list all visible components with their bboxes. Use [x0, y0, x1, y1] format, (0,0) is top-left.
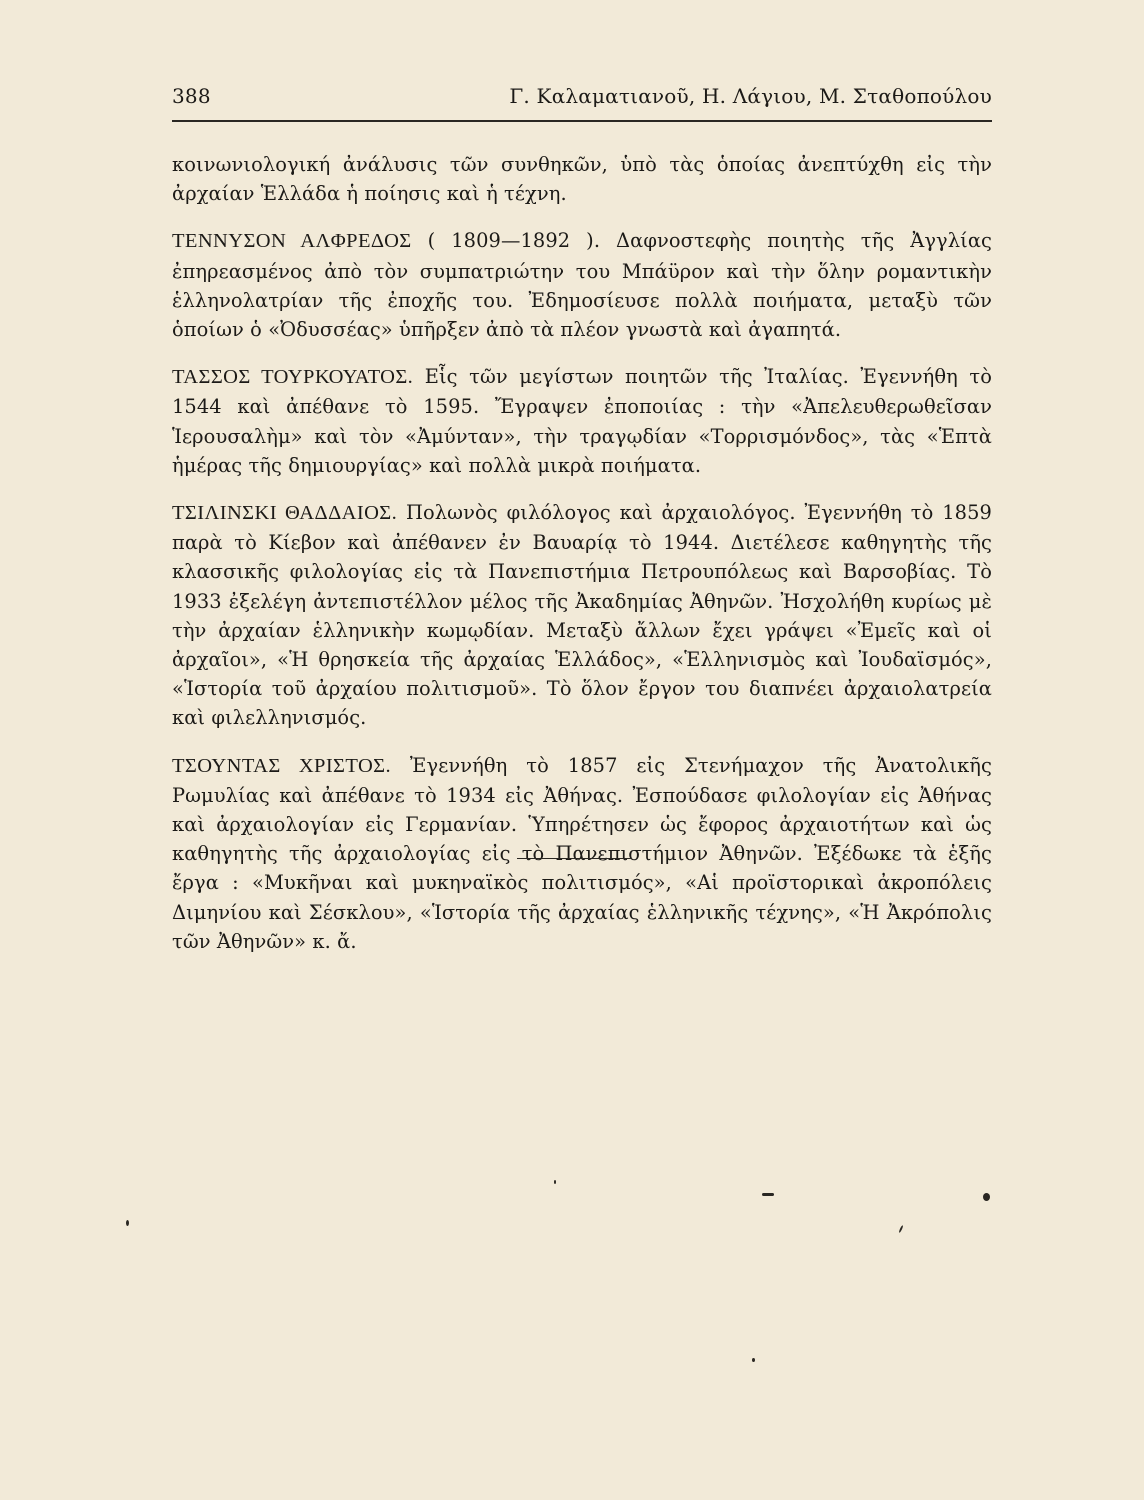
- entry-text: Εἷς τῶν μεγίστων ποιητῶν τῆς Ἰταλίας. Ἐγεννήθη τὸ 1544 καὶ ἀπέθανε τὸ 1595. Ἔγραψεν ἐποποιίας : τὴν «Ἀπελευθερωθεῖσαν Ἱερουσαλὴμ» καὶ τὸν «Ἀμύνταν», τὴν τραγῳδίαν «Τορρισμόνδος», τὰς «Ἑπτὰ ἡμέρας τῆς δημιουργίας» καὶ πολλὰ μικρὰ ποιήματα.: [172, 365, 992, 477]
- scan-speck: [126, 1220, 129, 1226]
- scan-speck: [983, 1193, 990, 1201]
- entry-tasso: [172, 362, 992, 480]
- entry-name: ΤΑΣΣΟΣ ΤΟΥΡΚΟΥΑΤΟΣ.: [172, 366, 414, 389]
- page-number: 388: [172, 84, 211, 108]
- scan-speck: [762, 1193, 774, 1196]
- entry-tennyson: [172, 226, 992, 344]
- entry-name: ΤΣΟΥΝΤΑΣ ΧΡΙΣΤΟΣ.: [172, 754, 391, 777]
- paragraph-text: κοινωνιολογική ἀνάλυσις τῶν συνθηκῶν, ὑπὸ τὰς ὁποίας ἀνεπτύχθη εἰς τὴν ἀρχαίαν Ἑλλάδα ἡ ποίησις καὶ ἡ τέχνη.: [172, 153, 992, 206]
- scan-speck: [752, 1358, 755, 1362]
- entry-zielinski: [172, 498, 992, 733]
- entry-text: ( 1809—1892 ). Δαφνοστεφὴς ποιητὴς τῆς Ἀγγλίας ἐπηρεασμένος ἀπὸ τὸν συμπατριώτην του Μπάϋρον καὶ τὴν ὅλην ρομαντικὴν ἑλληνολατρίαν τῆς ἐποχῆς του. Ἐδημοσίευσε πολλὰ ποιήματα, μεταξὺ τῶν ὁποίων ὁ «Ὀδυσσέας» ὑπῆρξεν ἀπὸ τὰ πλέον γνωστὰ καὶ ἀγαπητά.: [172, 229, 992, 342]
- header-rule: [172, 120, 992, 122]
- entry-tsountas: [172, 751, 992, 956]
- running-head: [172, 84, 992, 116]
- book-page: [172, 0, 992, 1500]
- entry-text: Ἐγεννήθη τὸ 1857 εἰς Στενήμαχον τῆς Ἀνατολικῆς Ρωμυλίας καὶ ἀπέθανε τὸ 1934 εἰς Ἀθήνας. Ἐσπούδασε φιλολογίαν εἰς Ἀθήνας καὶ ἀρχαιολογίαν εἰς Γερμανίαν. Ὑπηρέτησεν ὡς ἔφορος ἀρχαιοτήτων καὶ ὡς καθηγητὴς τῆς ἀρχαιολογίας εἰς τὸ Πανεπιστήμιον Ἀθηνῶν. Ἐξέδωκε τὰ ἑξῆς ἔργα : «Μυκῆναι καὶ μυκηναϊκὸς πολιτισμός», «Αἱ προϊστορικαὶ ἀκροπόλεις Διμηνίου καὶ Σέσκλου», «Ἱστορία τῆς ἀρχαίας ἑλληνικῆς τέχνης», «Ἡ Ἀκρόπολις τῶν Ἀθηνῶν» κ. ἄ.: [172, 753, 992, 953]
- entry-name: ΤΕΝΝΥΣΟΝ ΑΛΦΡΕΔΟΣ: [172, 230, 412, 253]
- end-rule: [517, 858, 632, 859]
- continued-paragraph: [172, 150, 992, 208]
- running-title: Γ. Καλαματιανοῦ, Η. Λάγιου, Μ. Σταθοπούλου: [509, 84, 992, 108]
- entry-text: Πολωνὸς φιλόλογος καὶ ἀρχαιολόγος. Ἐγεννήθη τὸ 1859 παρὰ τὸ Κίεβον καὶ ἀπέθανεν ἐν Βαυαρίᾳ τὸ 1944. Διετέλεσε καθηγητὴς τῆς κλασσικῆς φιλολογίας εἰς τὰ Πανεπιστήμια Πετρουπόλεως καὶ Βαρσοβίας. Τὸ 1933 ἐξελέγη ἀντεπιστέλλον μέλος τῆς Ἀκαδημίας Ἀθηνῶν. Ἠσχολήθη κυρίως μὲ τὴν ἀρχαίαν ἑλληνικὴν κωμῳδίαν. Μεταξὺ ἄλλων ἔχει γράψει «Ἐμεῖς καὶ οἱ ἀρχαῖοι», «Ἡ θρησκεία τῆς ἀρχαίας Ἑλλάδος», «Ἑλληνισμὸς καὶ Ἰουδαϊσμός», «Ἱστορία τοῦ ἀρχαίου πολιτισμοῦ». Τὸ ὅλον ἔργον του διαπνέει ἀρχαιολατρεία καὶ φιλελληνισμός.: [172, 501, 992, 730]
- entry-name: ΤΣΙΛΙΝΣΚΙ ΘΑΔΔΑΙΟΣ.: [172, 502, 398, 525]
- scan-speck: [554, 1180, 556, 1184]
- body-text: [172, 150, 992, 974]
